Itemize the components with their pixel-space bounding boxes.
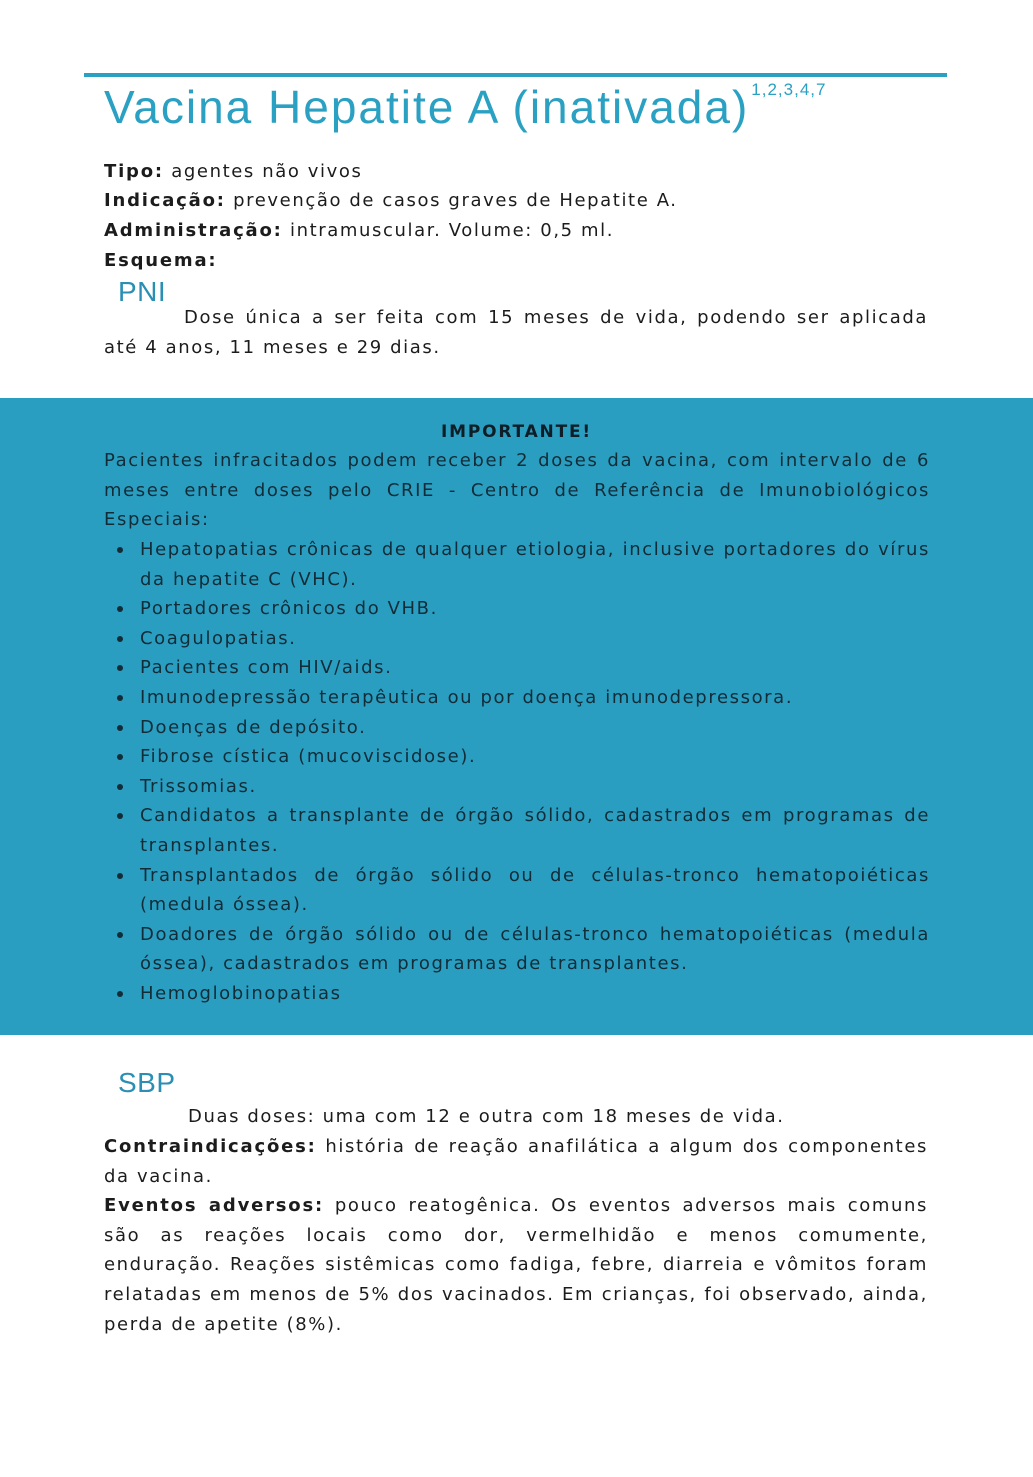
contraindications	[104, 1132, 928, 1191]
esquema-label: Esquema:	[104, 250, 218, 271]
adverse-events-text: pouco reatogênica. Os eventos adversos mais comuns são as reações locais como dor, vermelhidão e menos comumente, enduração. Reações sistêmicas como fadiga, febre, diarreia e vômitos foram relatadas em menos de 5% dos vacinados. Em crianças, foi observado, ainda, perda de apetite (8%).	[104, 1195, 928, 1335]
top-rule	[84, 73, 947, 77]
pni-text: Dose única a ser feita com 15 meses de vida, podendo ser aplicada até 4 anos, 11 meses e 29 dias.	[104, 307, 928, 358]
sbp-heading: SBP	[118, 1067, 176, 1098]
list-item: Transplantados de órgão sólido ou de células-tronco hematopoiéticas (medula óssea).	[104, 861, 930, 920]
list-item: Trissomias.	[104, 772, 930, 802]
list-item: Imunodepressão terapêutica ou por doença imunodepressora.	[104, 683, 930, 713]
list-item: Hepatopatias crônicas de qualquer etiologia, inclusive portadores do vírus da hepatite C (VHC).	[104, 535, 930, 594]
list-item: Candidatos a transplante de órgão sólido, cadastrados em programas de transplantes.	[104, 801, 930, 860]
list-item: Fibrose cística (mucoviscidose).	[104, 742, 930, 772]
field-esquema	[104, 249, 217, 273]
field-indicacao	[104, 189, 678, 213]
title-references: 1,2,3,4,7	[751, 80, 827, 99]
tipo-value: agentes não vivos	[171, 161, 363, 182]
list-item: Portadores crônicos do VHB.	[104, 594, 930, 624]
indicacao-value: prevenção de casos graves de Hepatite A.	[233, 190, 678, 211]
indicacao-label: Indicação:	[104, 190, 226, 211]
pni-heading: PNI	[118, 276, 167, 307]
list-item: Hemoglobinopatias	[104, 979, 930, 1009]
list-item: Doenças de depósito.	[104, 713, 930, 743]
contraindications-label: Contraindicações:	[104, 1136, 317, 1157]
administracao-value: intramuscular. Volume: 0,5 ml.	[289, 220, 615, 241]
field-tipo	[104, 160, 362, 184]
page-title	[104, 80, 826, 134]
tipo-label: Tipo:	[104, 161, 164, 182]
contraindications-text: história de reação anafilática a algum dos componentes da vacina.	[104, 1136, 928, 1187]
adverse-events	[104, 1191, 928, 1340]
important-list	[104, 535, 930, 1009]
field-administracao	[104, 219, 614, 243]
sbp-text: Duas doses: uma com 12 e outra com 18 meses de vida.	[188, 1106, 785, 1127]
list-item: Coagulopatias.	[104, 624, 930, 654]
important-intro: Pacientes infracitados podem receber 2 doses da vacina, com intervalo de 6 meses entre doses pelo CRIE - Centro de Referência de Imunobiológicos Especiais:	[104, 450, 930, 531]
list-item: Doadores de órgão sólido ou de células-tronco hematopoiéticas (medula óssea), cadastrados em programas de transplantes.	[104, 920, 930, 979]
important-title: IMPORTANTE!	[441, 422, 592, 442]
list-item: Pacientes com HIV/aids.	[104, 653, 930, 683]
important-panel	[0, 398, 1033, 1035]
administracao-label: Administração:	[104, 220, 283, 241]
adverse-events-label: Eventos adversos:	[104, 1195, 324, 1216]
title-text: Vacina Hepatite A (inativada)	[104, 81, 750, 133]
